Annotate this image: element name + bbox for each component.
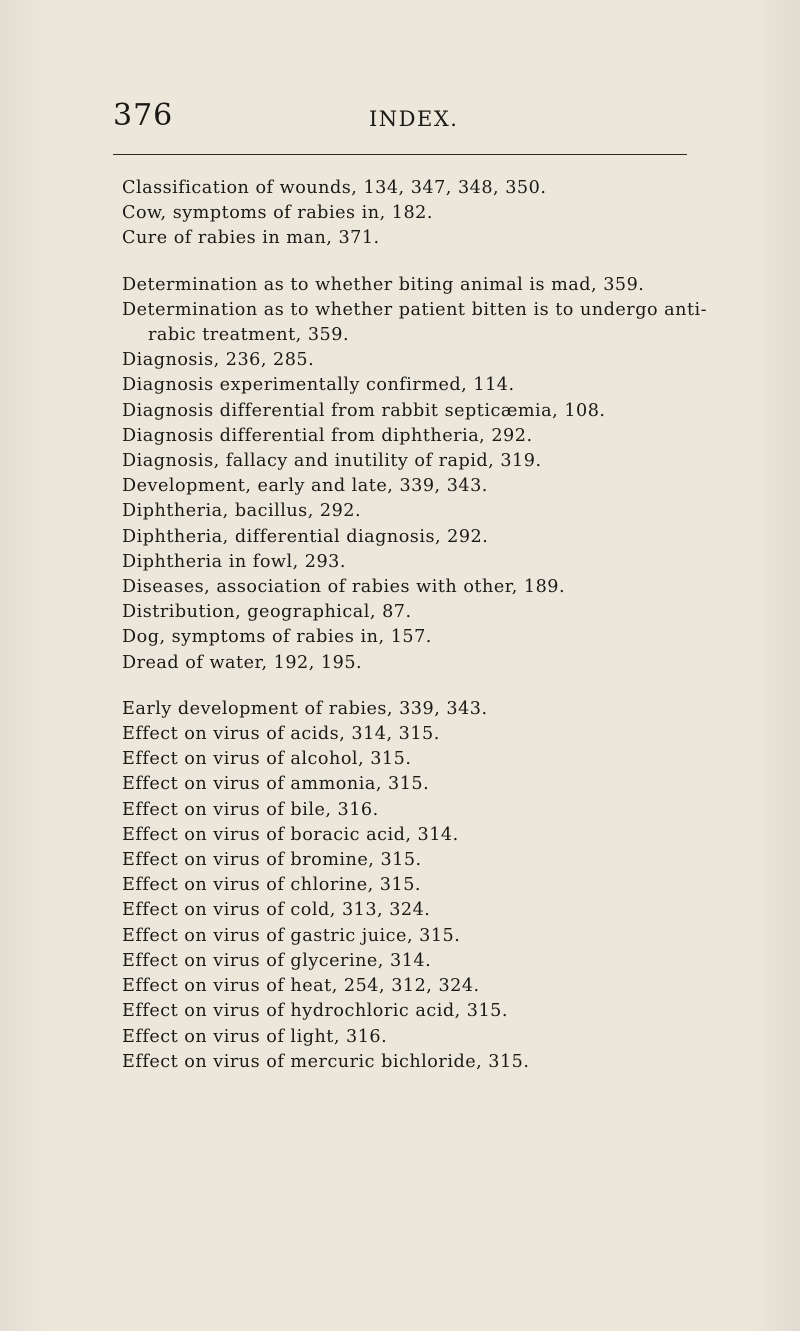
index-entry: Effect on virus of acids, 314, 315. <box>122 724 440 745</box>
page-title: INDEX. <box>369 107 459 131</box>
index-entry: Effect on virus of heat, 254, 312, 324. <box>122 976 480 997</box>
index-group <box>122 273 722 676</box>
header-rule <box>113 154 687 155</box>
index-entry: Cow, symptoms of rabies in, 182. <box>122 203 433 224</box>
index-entry: Effect on virus of ammonia, 315. <box>122 774 430 795</box>
index-entry: Diagnosis differential from rabbit septicæmia, 108. <box>122 400 606 421</box>
index-entry: Dog, symptoms of rabies in, 157. <box>122 627 432 648</box>
index-entry: Effect on virus of light, 316. <box>122 1026 388 1047</box>
index-entry: Cure of rabies in man, 371. <box>122 228 380 249</box>
index-entry: Effect on virus of boracic acid, 314. <box>122 824 459 845</box>
index-entry: Diphtheria, bacillus, 292. <box>122 501 362 522</box>
index-entry: Effect on virus of chlorine, 315. <box>122 875 421 896</box>
index-entry: Diagnosis, 236, 285. <box>122 350 315 371</box>
index-entry: Classification of wounds, 134, 347, 348, 350. <box>122 178 547 198</box>
index-entry: Effect on virus of alcohol, 315. <box>122 749 412 770</box>
index-entry: Effect on virus of bromine, 315. <box>122 850 422 871</box>
index-group <box>122 697 722 1075</box>
index-entry: Determination as to whether biting animal is mad, 359. <box>122 274 645 295</box>
index-entry: Effect on virus of bile, 316. <box>122 799 379 820</box>
index-entry: Effect on virus of mercuric bichloride, 315. <box>122 1051 530 1072</box>
index-entry: Effect on virus of hydrochloric acid, 315. <box>122 1001 508 1022</box>
index-entry: Effect on virus of glycerine, 314. <box>122 950 432 971</box>
index-entry: Diagnosis experimentally confirmed, 114. <box>122 375 515 396</box>
index-entry: Diphtheria in fowl, 293. <box>122 551 346 572</box>
index-entry: Diseases, association of rabies with other, 189. <box>122 577 566 598</box>
index-entry: Development, early and late, 339, 343. <box>122 476 488 497</box>
index-entry: Early development of rabies, 339, 343. <box>122 698 488 719</box>
index-entry: Effect on virus of gastric juice, 315. <box>122 925 461 946</box>
index-entry: Diagnosis, fallacy and inutility of rapid, 319. <box>122 451 542 472</box>
index-group <box>122 176 722 252</box>
page-header <box>113 96 687 136</box>
index-entry: Diphtheria, differential diagnosis, 292. <box>122 526 489 547</box>
index-entries <box>122 176 722 1096</box>
page-number: 376 <box>113 98 174 133</box>
index-entry: Dread of water, 192, 195. <box>122 652 363 673</box>
index-entry: Diagnosis differential from diphtheria, 292. <box>122 425 533 446</box>
index-entry: Effect on virus of cold, 313, 324. <box>122 900 431 921</box>
index-entry: Distribution, geographical, 87. <box>122 602 412 623</box>
index-entry: Determination as to whether patient bitten is to undergo anti-rabic treatment, 359. <box>122 299 708 346</box>
